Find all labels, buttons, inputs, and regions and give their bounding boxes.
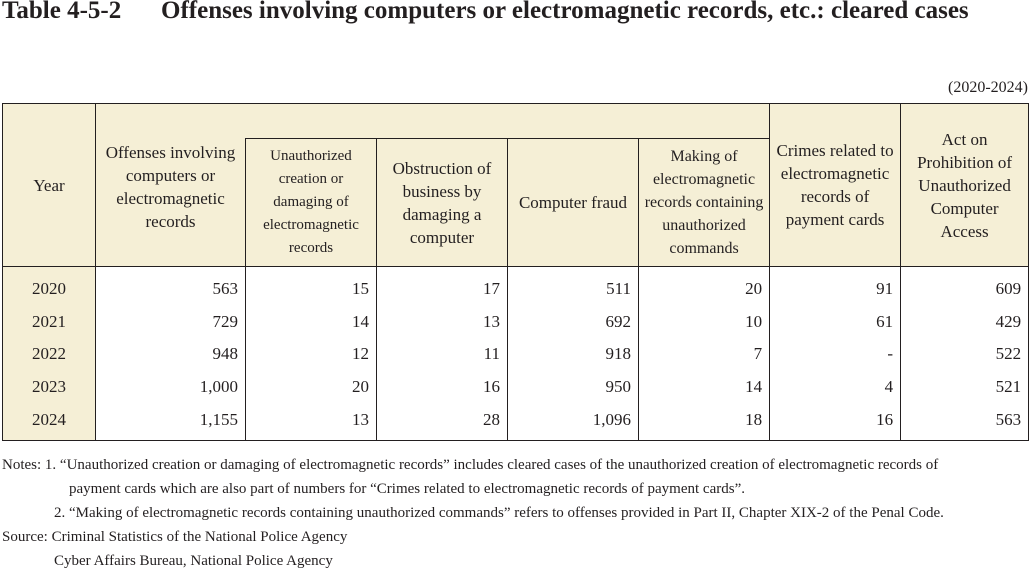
- header-obstruction: Obstruction of business by damaging a computer: [377, 139, 508, 267]
- cell-making: 7: [639, 338, 770, 371]
- cell-access: 521: [901, 371, 1029, 404]
- cell-access: 609: [901, 267, 1029, 306]
- table-number: Table 4-5-2: [2, 0, 122, 24]
- cell-year: 2024: [3, 403, 96, 440]
- note-1-line-1: [2, 453, 1028, 477]
- cell-cards: 16: [770, 403, 901, 440]
- period-range: (2020-2024): [948, 79, 1028, 96]
- header-making-records: Making of electromagnetic records containing unauthorized commands: [639, 139, 770, 267]
- cell-making: 14: [639, 371, 770, 404]
- cell-cards: 4: [770, 371, 901, 404]
- cell-access: 429: [901, 306, 1029, 339]
- cell-cards: 61: [770, 306, 901, 339]
- cell-year: 2023: [3, 371, 96, 404]
- table-row: [3, 403, 1029, 440]
- cell-creation: 12: [246, 338, 377, 371]
- cell-year: 2022: [3, 338, 96, 371]
- cell-obstruction: 11: [377, 338, 508, 371]
- cell-cards: -: [770, 338, 901, 371]
- cell-making: 10: [639, 306, 770, 339]
- cell-making: 18: [639, 403, 770, 440]
- cell-creation: 14: [246, 306, 377, 339]
- cell-access: 522: [901, 338, 1029, 371]
- cell-year: 2021: [3, 306, 96, 339]
- cell-fraud: 1,096: [508, 403, 639, 440]
- cell-fraud: 511: [508, 267, 639, 306]
- cell-total: 729: [96, 306, 246, 339]
- header-payment-cards: Crimes related to electromagnetic records of payment cards: [770, 104, 901, 267]
- cell-access: 563: [901, 403, 1029, 440]
- header-offenses-total: Offenses involving computers or electromagnetic records: [96, 139, 246, 267]
- cell-fraud: 950: [508, 371, 639, 404]
- notes-label: Notes:: [2, 457, 42, 473]
- cell-fraud: 918: [508, 338, 639, 371]
- source-label: Source:: [2, 529, 48, 545]
- cell-obstruction: 16: [377, 371, 508, 404]
- source-line-2: Cyber Affairs Bureau, National Police Agency: [54, 553, 333, 569]
- table-row: [3, 306, 1029, 339]
- table-row: [3, 267, 1029, 306]
- cell-obstruction: 28: [377, 403, 508, 440]
- cell-cards: 91: [770, 267, 901, 306]
- cell-total: 563: [96, 267, 246, 306]
- header-year: Year: [3, 104, 96, 267]
- source-line-1: [2, 525, 1028, 549]
- table-title: Offenses involving computers or electromagnetic records, etc.: cleared cases: [161, 0, 969, 24]
- cell-obstruction: 13: [377, 306, 508, 339]
- table-row: [3, 371, 1029, 404]
- cell-fraud: 692: [508, 306, 639, 339]
- header-unauthorized-creation: Unauthorized creation or damaging of electromagnetic records: [246, 139, 377, 267]
- cell-total: 1,000: [96, 371, 246, 404]
- cell-year: 2020: [3, 267, 96, 306]
- note-1-line-2: payment cards which are also part of numbers for “Crimes related to electromagnetic records of payment cards”.: [69, 481, 745, 497]
- data-table: [2, 103, 1029, 441]
- cell-creation: 13: [246, 403, 377, 440]
- cell-creation: 20: [246, 371, 377, 404]
- source-text-1: Criminal Statistics of the National Police Agency: [51, 529, 348, 545]
- note-2: 2. “Making of electromagnetic records containing unauthorized commands” refers to offenses provided in Part II, Chapter XIX-2 of the Penal Code.: [54, 505, 944, 521]
- notes-section: [2, 453, 1028, 573]
- cell-total: 1,155: [96, 403, 246, 440]
- header-computer-fraud: Computer fraud: [508, 139, 639, 267]
- cell-making: 20: [639, 267, 770, 306]
- cell-total: 948: [96, 338, 246, 371]
- cell-creation: 15: [246, 267, 377, 306]
- cell-obstruction: 17: [377, 267, 508, 306]
- header-group-top: [96, 104, 770, 139]
- note-1-text: 1. “Unauthorized creation or damaging of electromagnetic records” includes cleared cases of the unauthorized creation of electromagnetic records of: [44, 457, 939, 473]
- header-unauthorized-access: Act on Prohibition of Unauthorized Computer Access: [901, 104, 1029, 267]
- table-row: [3, 338, 1029, 371]
